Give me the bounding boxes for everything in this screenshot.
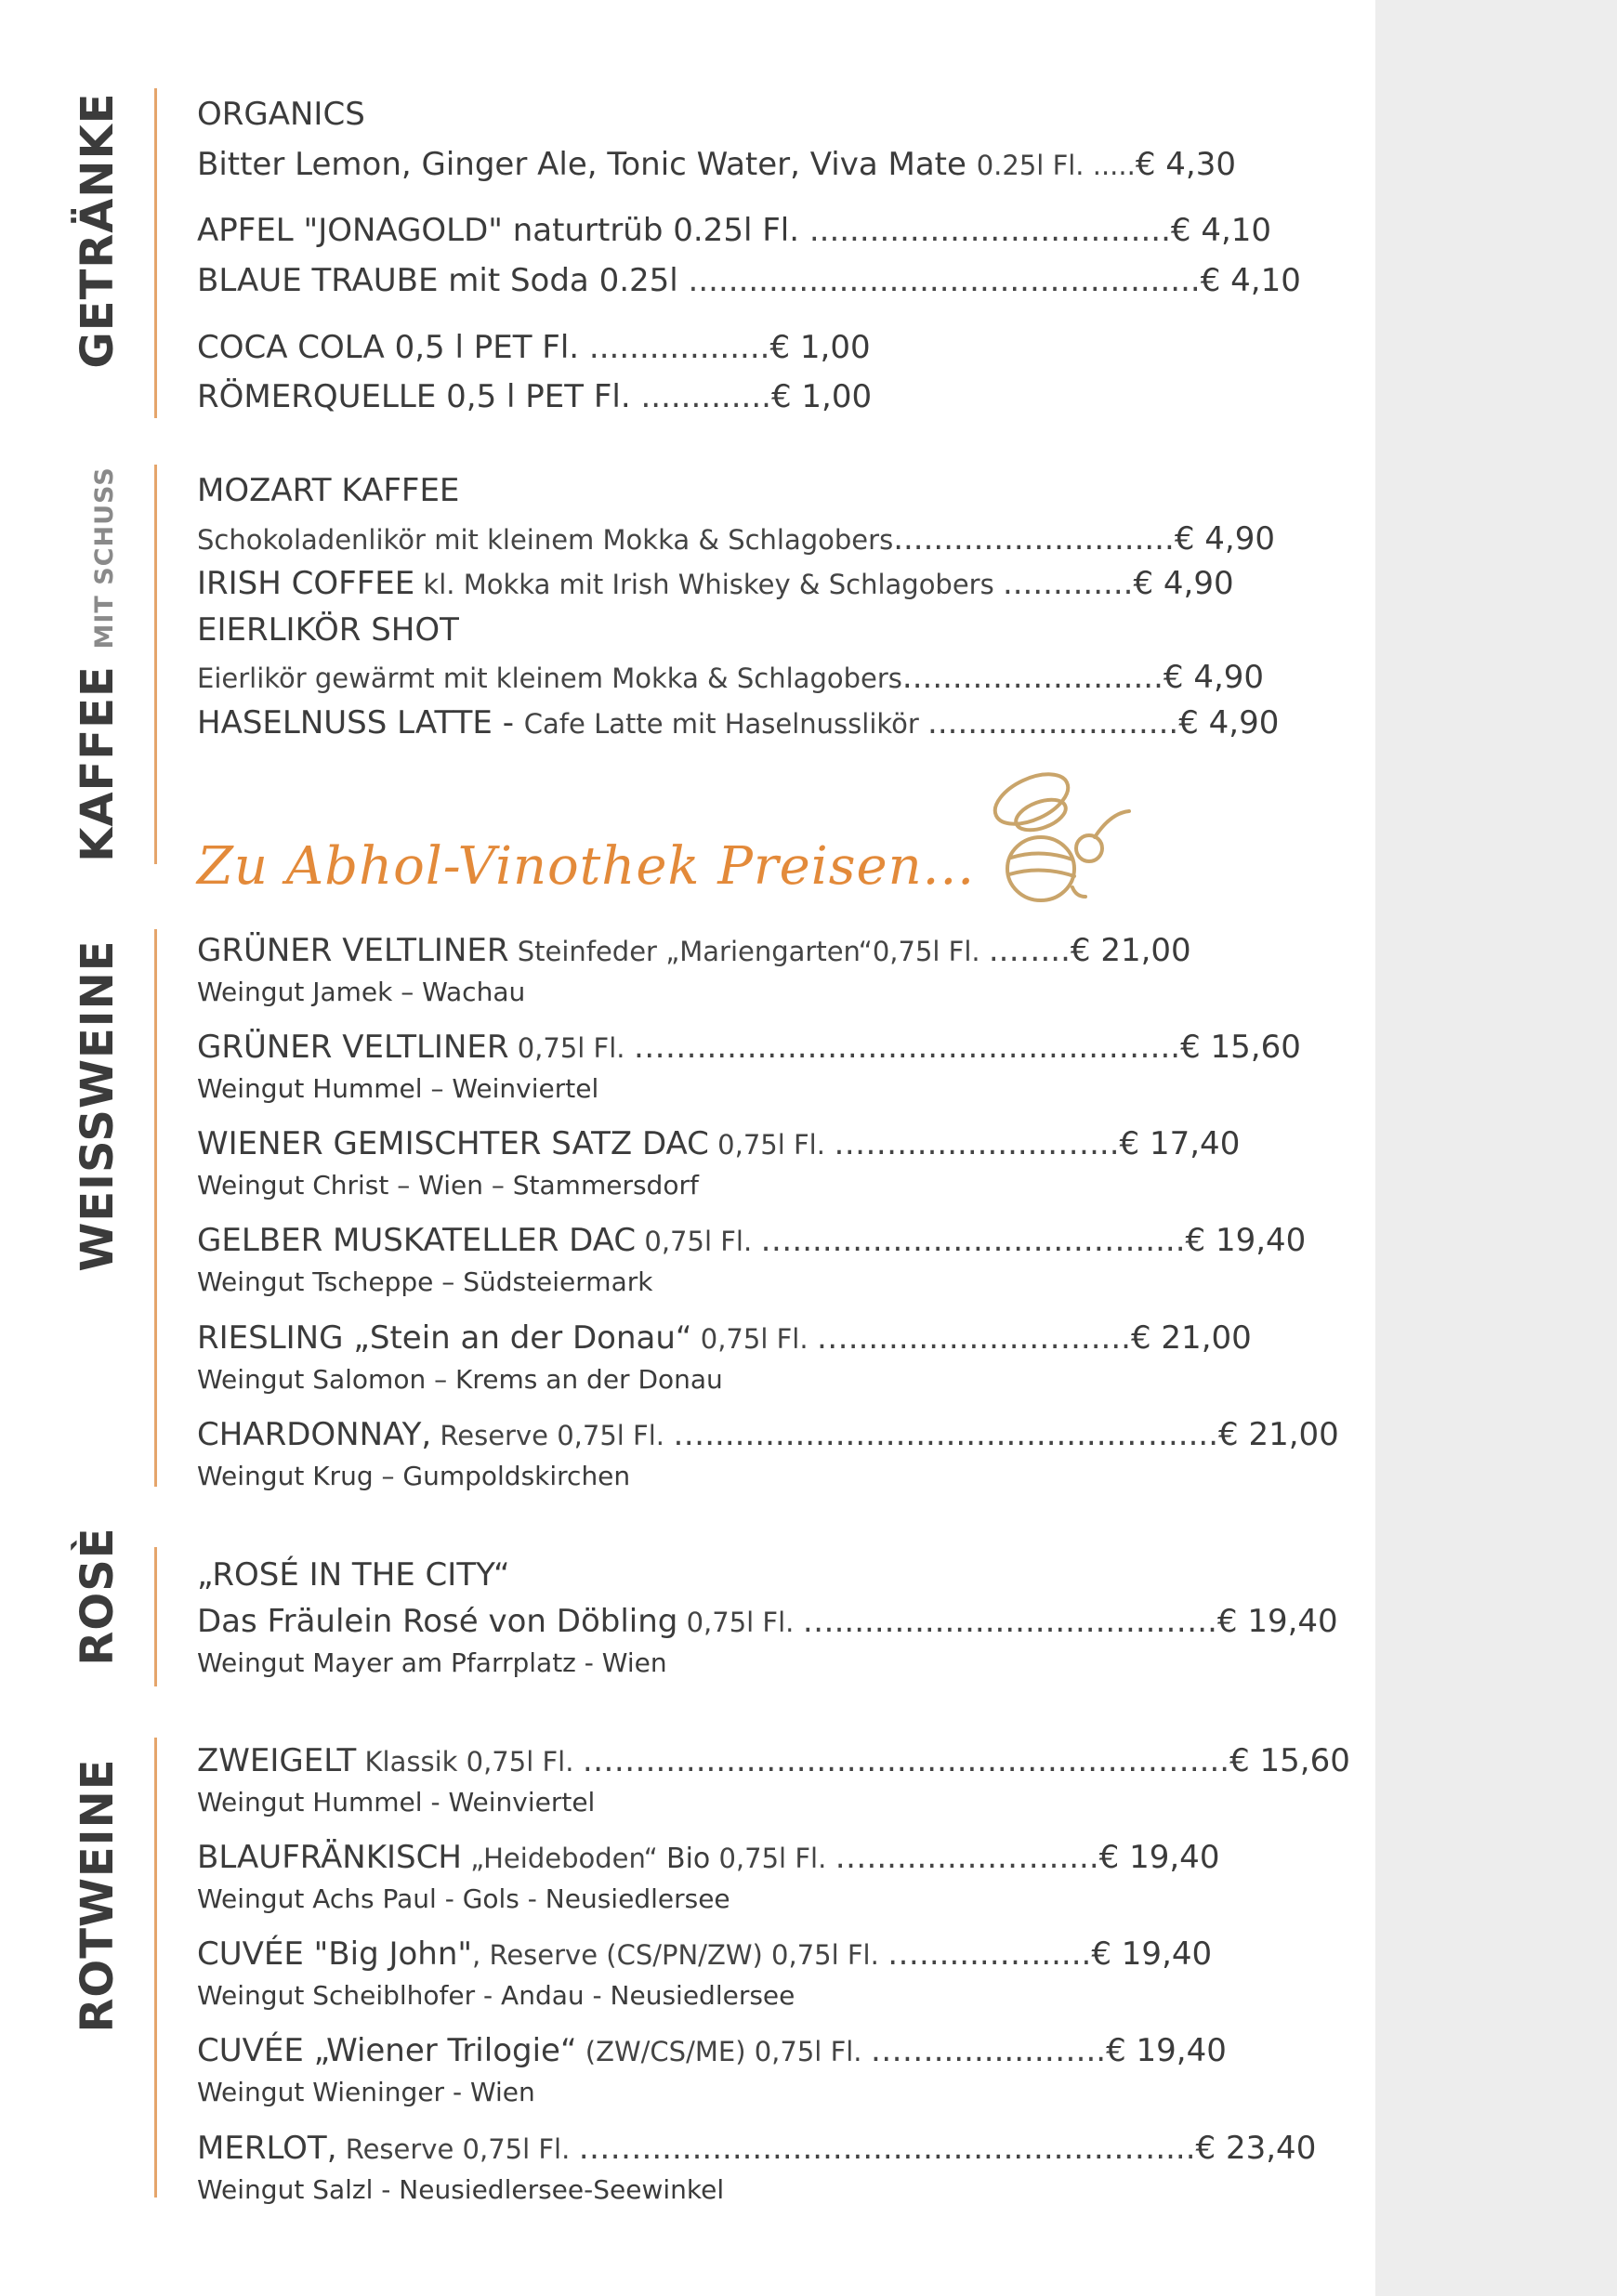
winery: Weingut Christ – Wien – Stammersdorf: [197, 1170, 699, 1200]
item-price: € 4,10: [1170, 212, 1272, 249]
menu-item-cola: [197, 329, 871, 366]
item-desc: Eierlikör gewärmt mit kleinem Mokka & Schlagobers: [197, 663, 902, 694]
rose-rail: [154, 1547, 157, 1686]
wine-row: [197, 1319, 1252, 1358]
wine-name: CUVÉE "Big John": [197, 1935, 473, 1973]
winery: Weingut Salzl - Neusiedlersee-Seewinkel: [197, 2174, 725, 2205]
wine-name: GRÜNER VELTLINER: [197, 932, 509, 969]
leader-dots: ..................: [588, 329, 770, 366]
wine-detail: Klassik 0,75l Fl.: [356, 1746, 583, 1778]
wine-price: € 19,40: [1091, 1935, 1213, 1973]
menu-item-apfel: [197, 212, 1271, 249]
menu-item-eierlikoer: [197, 659, 1264, 697]
wine-price: € 19,40: [1106, 2032, 1227, 2069]
wine-row: [197, 932, 1191, 970]
wine-detail: Reserve 0,75l Fl.: [336, 2133, 579, 2165]
right-gray-margin: [1375, 0, 1617, 2296]
wine-name: ZWEIGELT: [197, 1742, 357, 1779]
item-size: 0.25l Fl. .....: [976, 150, 1136, 181]
leader-dots: …..........................................…......: [673, 1416, 1218, 1453]
wine-name: CUVÉE „Wiener Trilogie“: [197, 2032, 577, 2069]
menu-item-roemerquelle: [197, 378, 872, 415]
leader-dots: …..............…......: [835, 1839, 1099, 1876]
item-name: BLAUE TRAUBE mit Soda 0.25l: [197, 262, 689, 299]
wine-detail: Steinfeder „Mariengarten“0,75l Fl.: [508, 936, 989, 967]
leader-dots: ...................................................: [688, 262, 1201, 299]
wine-row: [197, 1416, 1339, 1454]
wine-price: € 19,40: [1216, 1603, 1338, 1640]
weissweine-rail: [154, 929, 157, 1487]
wine-name: BLAUFRÄNKISCH: [197, 1839, 462, 1876]
bee-icon: [976, 757, 1134, 915]
winery: Weingut Mayer am Pfarrplatz - Wien: [197, 1647, 667, 1678]
leader-dots: ..........................: [901, 659, 1163, 696]
menu-item-mozart: [197, 520, 1275, 558]
wine-detail: Reserve 0,75l Fl.: [431, 1420, 674, 1451]
leader-dots: ….................................…..: [802, 1603, 1217, 1640]
item-name: HASELNUSS LATTE -: [197, 704, 524, 741]
winery: Weingut Jamek – Wachau: [197, 977, 526, 1007]
wine-price: € 21,00: [1130, 1319, 1252, 1357]
leader-dots: …...................…......: [816, 1319, 1131, 1357]
item-price: € 4,90: [1163, 659, 1265, 696]
wine-row: [197, 1603, 1338, 1641]
wine-detail: „Heideboden“: [461, 1843, 666, 1874]
winery: Weingut Hummel – Weinviertel: [197, 1073, 599, 1104]
item-name: APFEL "JONAGOLD" naturtrüb 0.25l Fl.: [197, 212, 809, 249]
leader-dots: ............................: [893, 520, 1175, 558]
wine-row: [197, 1125, 1240, 1163]
wine-detail: 0,75l Fl.: [677, 1607, 803, 1638]
leader-dots: ....................................: [808, 212, 1171, 249]
wine-price: € 15,60: [1229, 1742, 1350, 1779]
item-name: Bitter Lemon, Ginger Ale, Tonic Water, Viva Mate: [197, 146, 966, 183]
wine-price: € 23,40: [1195, 2130, 1317, 2167]
wine-detail: 0,75l Fl.: [708, 1129, 835, 1161]
winery: Weingut Krug – Gumpoldskirchen: [197, 1461, 631, 1491]
item-price: € 1,00: [770, 378, 873, 415]
rotweine-rail: [154, 1738, 157, 2198]
item-name: RÖMERQUELLE 0,5 l PET Fl.: [197, 378, 641, 415]
eierlikoer-header: EIERLIKÖR SHOT: [197, 611, 459, 649]
section-label-rotweine: ROTWEINE: [72, 1758, 124, 2033]
item-name: IRISH COFFEE: [197, 565, 415, 602]
menu-item-irish: [197, 565, 1234, 603]
section-label-getraenke: GETRÄNKE: [72, 92, 124, 369]
item-price: € 4,10: [1200, 262, 1301, 299]
item-price: € 4,90: [1174, 520, 1275, 558]
section-label-rose: ROSÈ: [72, 1527, 124, 1666]
wine-row: [197, 1839, 1219, 1878]
wine-row: [197, 1742, 1350, 1780]
wine-detail: 0,75l Fl.: [636, 1226, 761, 1257]
winery: Weingut Scheiblhofer - Andau - Neusiedlersee: [197, 1980, 795, 2011]
leader-dots: …........…......: [887, 1935, 1092, 1973]
wine-detail: (ZW/CS/ME) 0,75l Fl.: [576, 2036, 871, 2067]
leader-dots: .............: [640, 378, 771, 415]
wine-row: [197, 1935, 1212, 1974]
item-name: COCA COLA 0,5 l PET Fl.: [197, 329, 589, 366]
kaffee-label-small: MIT SCHUSS: [90, 466, 119, 649]
leader-dots: ……................................................…....: [578, 2130, 1196, 2167]
item-desc: Schokoladenlikör mit kleinem Mokka & Schlagobers: [197, 524, 894, 556]
winery: Weingut Tscheppe – Südsteiermark: [197, 1266, 653, 1297]
wine-name: WIENER GEMISCHTER SATZ DAC: [197, 1125, 709, 1162]
leader-dots: …..............................…......: [760, 1222, 1186, 1259]
leader-dots: .........................: [927, 704, 1179, 741]
mozart-header: MOZART KAFFEE: [197, 472, 460, 509]
leader-dots: ……...................................................…....: [582, 1742, 1230, 1779]
rose-header: „ROSÉ IN THE CITY“: [197, 1556, 510, 1594]
wine-price: € 19,40: [1185, 1222, 1307, 1259]
wine-detail: , Reserve (CS/PN/ZW) 0,75l Fl.: [472, 1939, 888, 1971]
menu-item-organics: [197, 146, 1236, 184]
vinothek-script-heading: Zu Abhol-Vinothek Preisen...: [197, 836, 976, 897]
leader-dots: ..…...: [988, 932, 1071, 969]
winery: Weingut Achs Paul - Gols - Neusiedlersee: [197, 1883, 730, 1914]
leader-dots: .............: [1002, 565, 1134, 602]
wine-row: [197, 1222, 1306, 1260]
item-price: € 1,00: [769, 329, 871, 366]
kaffee-rail: [154, 465, 157, 864]
organics-header: ORGANICS: [197, 96, 365, 133]
wine-price: € 21,00: [1070, 932, 1191, 969]
menu-item-traube: [197, 262, 1301, 299]
wine-detail-size: 0,75l Fl.: [710, 1843, 835, 1874]
wine-detail: 0,75l Fl.: [508, 1032, 634, 1064]
wine-price: € 17,40: [1119, 1125, 1241, 1162]
wine-row: [197, 2032, 1227, 2070]
wine-row: [197, 2130, 1316, 2168]
leader-dots: ……................…...: [834, 1125, 1120, 1162]
wine-bio-label: Bio: [665, 1843, 711, 1875]
wine-name: GRÜNER VELTLINER: [197, 1029, 509, 1066]
item-price: € 4,90: [1133, 565, 1234, 602]
leader-dots: ……...........…...: [870, 2032, 1107, 2069]
wine-price: € 19,40: [1098, 1839, 1220, 1876]
wine-name: GELBER MUSKATELLER DAC: [197, 1222, 637, 1259]
wine-name: Das Fräulein Rosé von Döbling: [197, 1603, 678, 1640]
menu-item-haselnuss: [197, 704, 1279, 742]
winery: Weingut Wieninger - Wien: [197, 2077, 535, 2107]
wine-name: MERLOT,: [197, 2130, 337, 2167]
winery: Weingut Salomon – Krems an der Donau: [197, 1364, 723, 1395]
item-price: € 4,30: [1135, 146, 1236, 183]
section-label-weissweine: WEISSWEINE: [72, 939, 124, 1272]
leader-dots: ……..........................................…...: [633, 1029, 1181, 1066]
kaffee-label-main: KAFFEE: [72, 665, 124, 862]
wine-row: [197, 1029, 1301, 1067]
getraenke-rail: [154, 88, 157, 418]
wine-name: RIESLING „Stein an der Donau“: [197, 1319, 692, 1357]
wine-price: € 15,60: [1180, 1029, 1301, 1066]
item-desc: kl. Mokka mit Irish Whiskey & Schlagobers: [414, 569, 1003, 600]
section-label-kaffee: [72, 466, 124, 861]
wine-price: € 21,00: [1218, 1416, 1339, 1453]
wine-name: CHARDONNAY,: [197, 1416, 432, 1453]
wine-detail: 0,75l Fl.: [691, 1323, 817, 1355]
item-desc: Cafe Latte mit Haselnusslikör: [523, 708, 928, 740]
item-price: € 4,90: [1178, 704, 1280, 741]
winery: Weingut Hummel - Weinviertel: [197, 1787, 596, 1817]
